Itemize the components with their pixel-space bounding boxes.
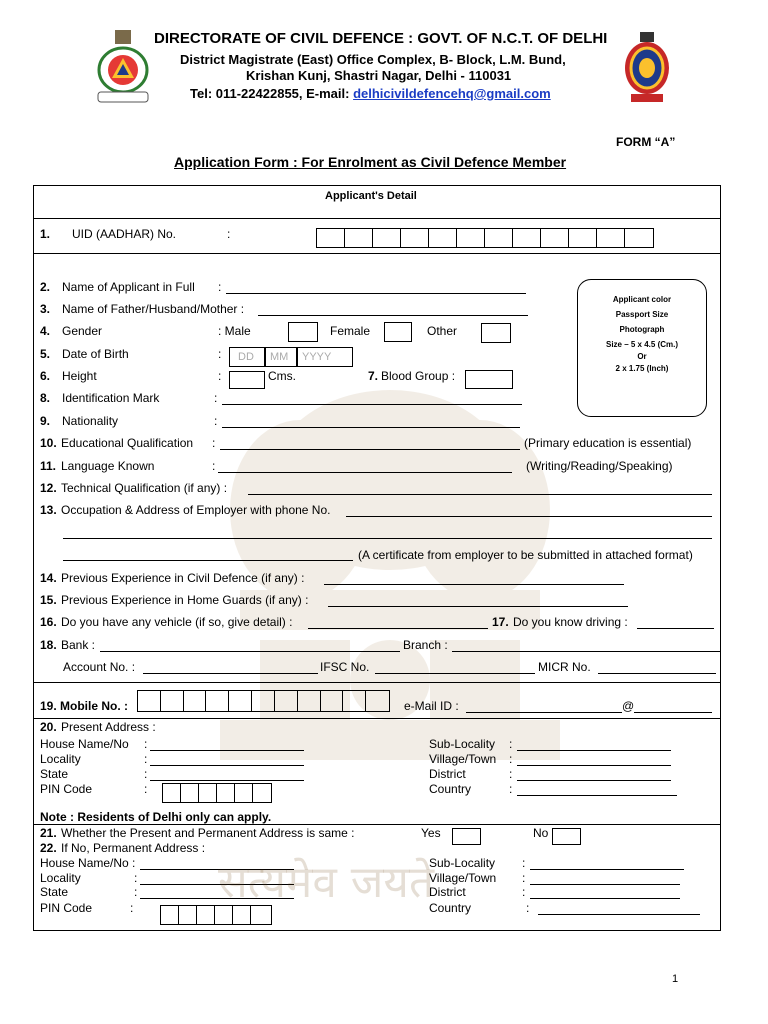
motto-watermark: सत्यमेव जयते xyxy=(218,857,435,908)
email-domain-input[interactable] xyxy=(634,712,712,713)
civil-defence-exp-label: Previous Experience in Civil Defence (if any) : xyxy=(61,571,305,585)
delhi-police-badge xyxy=(623,30,671,106)
field-num: 21. xyxy=(40,826,57,840)
field-num: 11. xyxy=(40,459,57,473)
account-input[interactable] xyxy=(143,673,318,674)
field-num: 12. xyxy=(40,481,57,495)
field-num: 7. xyxy=(368,369,379,383)
present-sublocality-label: Sub-Locality xyxy=(429,737,496,751)
divider xyxy=(33,218,721,219)
dob-label: Date of Birth xyxy=(62,347,129,361)
micr-label: MICR No. xyxy=(538,660,591,674)
page-number: 1 xyxy=(672,973,679,985)
field-num: 5. xyxy=(40,347,51,361)
permanent-sublocality-input[interactable] xyxy=(530,869,684,870)
present-house-input[interactable] xyxy=(150,750,304,751)
colon: : xyxy=(218,347,222,361)
same-no-checkbox[interactable] xyxy=(552,828,581,845)
civil-defence-logo xyxy=(92,28,154,106)
present-district-input[interactable] xyxy=(517,780,671,781)
field-num: 1. xyxy=(40,227,51,241)
nationality-input[interactable] xyxy=(222,427,520,428)
divider xyxy=(33,682,721,683)
section-title: Applicant's Detail xyxy=(325,190,417,202)
same-address-label: Whether the Present and Permanent Address is same : xyxy=(61,826,355,840)
permanent-village-input[interactable] xyxy=(530,884,680,885)
father-name-label: Name of Father/Husband/Mother : xyxy=(62,302,245,316)
gender-male-checkbox[interactable] xyxy=(288,322,318,342)
language-label: Language Known xyxy=(61,459,155,473)
name-input[interactable] xyxy=(226,293,526,294)
present-country-label: Country xyxy=(429,782,472,796)
colon: : xyxy=(144,752,148,766)
blood-group-label: Blood Group : xyxy=(381,369,456,383)
email-label: e-Mail ID : xyxy=(404,699,459,713)
field-num: 13. xyxy=(40,503,57,517)
permanent-district-input[interactable] xyxy=(530,898,680,899)
branch-input[interactable] xyxy=(452,651,720,652)
uid-label: UID (AADHAR) No. xyxy=(72,227,177,241)
education-label: Educational Qualification xyxy=(61,436,194,450)
gender-female-label: Female xyxy=(330,324,371,338)
colon: : xyxy=(214,391,218,405)
gender-male-label: : Male xyxy=(218,324,251,338)
form-code: FORM “A” xyxy=(616,135,676,149)
driving-label: Do you know driving : xyxy=(513,615,628,629)
field-num: 16. xyxy=(40,615,57,629)
colon: : xyxy=(144,782,148,796)
identification-label: Identification Mark xyxy=(62,391,160,405)
civil-defence-exp-input[interactable] xyxy=(324,584,624,585)
colon: : xyxy=(509,737,513,751)
colon: : xyxy=(526,901,530,915)
colon: : xyxy=(218,280,222,294)
vehicle-input[interactable] xyxy=(308,628,488,629)
technical-input[interactable] xyxy=(248,494,712,495)
present-district-label: District xyxy=(429,767,466,781)
nationality-label: Nationality xyxy=(62,414,119,428)
occupation-input-line3[interactable] xyxy=(63,560,353,561)
mobile-label: 19. Mobile No. : xyxy=(40,699,129,713)
same-yes-label: Yes xyxy=(421,826,441,840)
colon: : xyxy=(522,856,526,870)
present-address-label: Present Address : xyxy=(61,720,156,734)
colon: : xyxy=(212,436,216,450)
occupation-input[interactable] xyxy=(346,516,712,517)
technical-label: Technical Qualification (if any) : xyxy=(61,481,228,495)
dob-month-input[interactable]: MM xyxy=(265,347,297,367)
mobile-input[interactable] xyxy=(137,690,390,712)
photo-line: Or xyxy=(637,352,647,361)
permanent-address-label: If No, Permanent Address : xyxy=(61,841,206,855)
account-label: Account No. : xyxy=(63,660,136,674)
name-label: Name of Applicant in Full xyxy=(62,280,195,294)
dob-day-input[interactable]: DD xyxy=(229,347,265,367)
permanent-country-input[interactable] xyxy=(538,914,700,915)
photo-instructions xyxy=(577,292,707,376)
header-address-line2: Krishan Kunj, Shastri Nagar, Delhi - 110031 xyxy=(246,68,512,83)
photo-line: Photograph xyxy=(619,325,665,334)
present-country-input[interactable] xyxy=(517,795,677,796)
divider xyxy=(33,824,721,825)
gender-label: Gender xyxy=(62,324,103,338)
present-pin-input[interactable] xyxy=(162,783,272,803)
same-yes-checkbox[interactable] xyxy=(452,828,481,845)
colon: : xyxy=(218,369,222,383)
colon: : xyxy=(134,885,138,899)
present-house-label: House Name/No xyxy=(40,737,129,751)
gender-other-checkbox[interactable] xyxy=(481,323,511,343)
field-num: 20. xyxy=(40,720,57,734)
field-num: 4. xyxy=(40,324,51,338)
occupation-label: Occupation & Address of Employer with phone No. xyxy=(61,503,331,517)
permanent-state-label: State xyxy=(40,885,69,899)
present-sublocality-input[interactable] xyxy=(517,750,671,751)
present-pin-label: PIN Code xyxy=(40,782,93,796)
colon: : xyxy=(509,782,513,796)
micr-input[interactable] xyxy=(598,673,716,674)
colon: : xyxy=(212,459,216,473)
ifsc-label: IFSC No. xyxy=(320,660,370,674)
present-village-label: Village/Town xyxy=(429,752,497,766)
present-state-label: State xyxy=(40,767,69,781)
language-note: (Writing/Reading/Speaking) xyxy=(526,459,673,473)
father-name-input[interactable] xyxy=(258,315,528,316)
height-input[interactable] xyxy=(229,371,265,389)
delhi-residents-note: Note : Residents of Delhi only can apply. xyxy=(40,810,272,824)
occupation-note: (A certificate from employer to be submitted in attached format) xyxy=(358,548,693,562)
permanent-pin-label: PIN Code xyxy=(40,901,93,915)
education-note: (Primary education is essential) xyxy=(524,436,692,450)
vehicle-label: Do you have any vehicle (if so, give detail) : xyxy=(61,615,293,629)
occupation-input-line2[interactable] xyxy=(63,538,712,539)
colon: : xyxy=(509,752,513,766)
blood-group-input[interactable] xyxy=(465,370,513,389)
present-locality-input[interactable] xyxy=(150,765,304,766)
cms-label: Cms. xyxy=(268,369,296,383)
colon: : xyxy=(509,767,513,781)
email-at: @ xyxy=(622,699,635,713)
divider xyxy=(33,718,721,719)
field-num: 9. xyxy=(40,414,51,428)
bank-input[interactable] xyxy=(100,651,400,652)
colon: : xyxy=(522,871,526,885)
photo-line: Applicant color xyxy=(612,295,672,304)
colon: : xyxy=(144,767,148,781)
header-address-line1: District Magistrate (East) Office Complex, B- Block, L.M. Bund, xyxy=(180,52,566,67)
same-no-label: No xyxy=(533,826,549,840)
divider xyxy=(33,253,721,254)
present-state-input[interactable] xyxy=(150,780,304,781)
field-num: 17. xyxy=(492,615,509,629)
email-user-input[interactable] xyxy=(466,712,622,713)
field-num: 10. xyxy=(40,436,57,450)
header-title: DIRECTORATE OF CIVIL DEFENCE : GOVT. OF N.C.T. OF DELHI xyxy=(154,30,608,47)
permanent-district-label: District xyxy=(429,885,466,899)
language-input[interactable] xyxy=(218,472,512,473)
bank-label: Bank : xyxy=(61,638,96,652)
uid-colon: : xyxy=(227,227,231,241)
permanent-locality-label: Locality xyxy=(40,871,81,885)
branch-label: Branch : xyxy=(403,638,448,652)
colon: : xyxy=(130,901,134,915)
height-label: Height xyxy=(62,369,97,383)
gender-other-label: Other xyxy=(427,324,458,338)
colon: : xyxy=(522,885,526,899)
colon: : xyxy=(214,414,218,428)
header-email-link[interactable]: delhicivildefencehq@gmail.com xyxy=(353,86,551,101)
present-locality-label: Locality xyxy=(40,752,81,766)
field-num: 18. xyxy=(40,638,57,652)
permanent-sublocality-label: Sub-Locality xyxy=(429,856,496,870)
photo-line: Passport Size xyxy=(615,310,669,319)
field-num: 22. xyxy=(40,841,57,855)
uid-input[interactable] xyxy=(316,228,654,248)
education-input[interactable] xyxy=(220,449,520,450)
ifsc-input[interactable] xyxy=(375,673,535,674)
field-num: 14. xyxy=(40,571,57,585)
colon: : xyxy=(144,737,148,751)
field-num: 8. xyxy=(40,391,51,405)
header-tel: Tel: 011-22422855, E-mail: xyxy=(190,86,354,101)
photo-line: Size – 5 x 4.5 (Cm.) xyxy=(605,340,679,349)
header-contact xyxy=(190,86,551,101)
present-village-input[interactable] xyxy=(517,765,671,766)
gender-female-checkbox[interactable] xyxy=(384,322,412,342)
permanent-house-label: House Name/No : xyxy=(40,856,136,870)
home-guards-exp-label: Previous Experience in Home Guards (if any) : xyxy=(61,593,309,607)
field-num: 3. xyxy=(40,302,51,316)
form-title: Application Form : For Enrolment as Civil Defence Member xyxy=(174,154,567,170)
field-num: 2. xyxy=(40,280,51,294)
driving-input[interactable] xyxy=(637,628,714,629)
photo-line: 2 x 1.75 (Inch) xyxy=(615,364,669,373)
field-num: 15. xyxy=(40,593,57,607)
identification-input[interactable] xyxy=(222,404,522,405)
home-guards-exp-input[interactable] xyxy=(328,606,628,607)
permanent-village-label: Village/Town xyxy=(429,871,497,885)
dob-year-input[interactable]: YYYY xyxy=(297,347,353,367)
field-num: 6. xyxy=(40,369,51,383)
permanent-country-label: Country xyxy=(429,901,472,915)
colon: : xyxy=(134,871,138,885)
